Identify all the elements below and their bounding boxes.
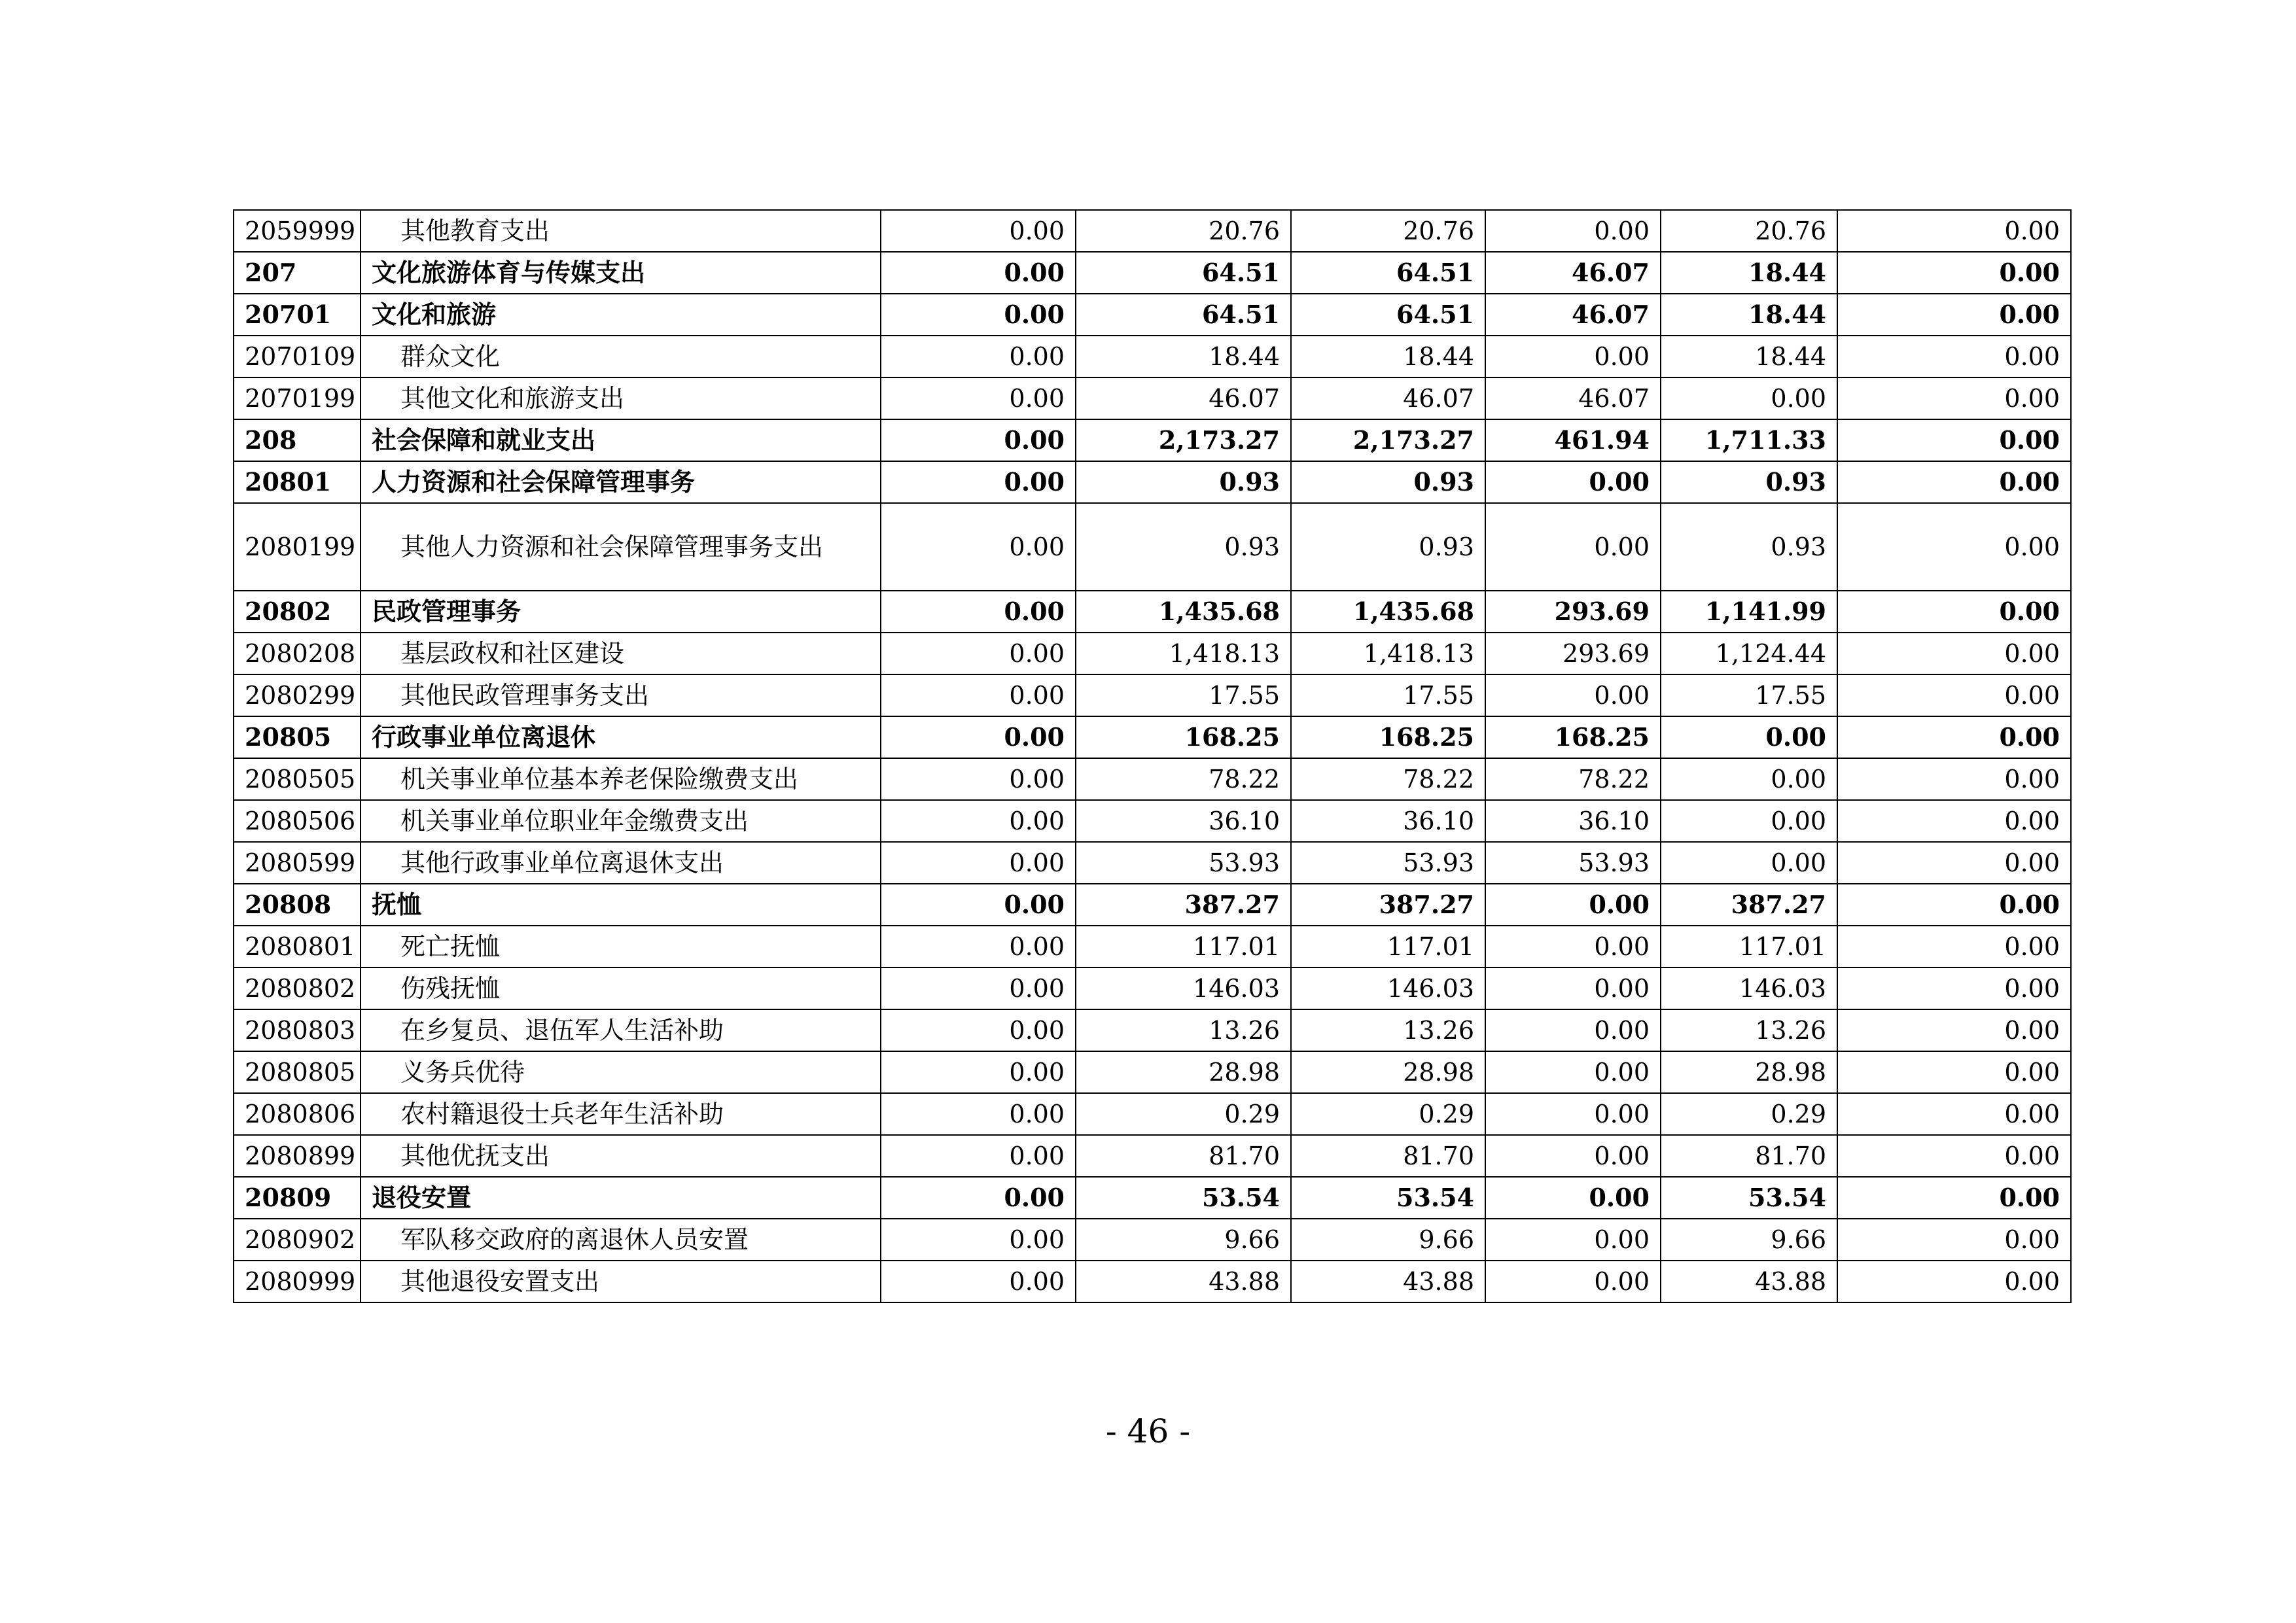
value-cell: 387.27	[1661, 884, 1837, 926]
value-cell: 0.00	[881, 1261, 1076, 1302]
table-row	[234, 591, 2071, 633]
value-cell: 146.03	[1661, 968, 1837, 1009]
value-cell: 0.93	[1076, 503, 1291, 591]
value-cell: 0.00	[1661, 377, 1837, 419]
name-cell: 其他行政事业单位离退休支出	[361, 842, 881, 884]
value-cell: 0.00	[1837, 336, 2071, 377]
value-cell: 0.00	[881, 926, 1076, 968]
value-cell: 0.00	[1485, 674, 1661, 716]
value-cell: 81.70	[1661, 1135, 1837, 1177]
value-cell: 0.00	[881, 968, 1076, 1009]
value-cell: 0.00	[1837, 1261, 2071, 1302]
value-cell: 0.00	[1837, 210, 2071, 252]
value-cell: 53.93	[1291, 842, 1485, 884]
value-cell: 20.76	[1291, 210, 1485, 252]
value-cell: 78.22	[1291, 758, 1485, 800]
value-cell: 20.76	[1076, 210, 1291, 252]
table-row	[234, 926, 2071, 968]
table-row	[234, 336, 2071, 377]
code-cell: 2080803	[234, 1009, 361, 1051]
value-cell: 46.07	[1485, 252, 1661, 294]
name-cell: 行政事业单位离退休	[361, 716, 881, 758]
value-cell: 0.00	[1485, 926, 1661, 968]
value-cell: 1,435.68	[1076, 591, 1291, 633]
name-cell: 伤残抚恤	[361, 968, 881, 1009]
value-cell: 1,435.68	[1291, 591, 1485, 633]
value-cell: 0.00	[1485, 1051, 1661, 1093]
name-cell: 其他人力资源和社会保障管理事务支出	[361, 503, 881, 591]
value-cell: 9.66	[1291, 1219, 1485, 1261]
value-cell: 0.00	[1837, 1219, 2071, 1261]
value-cell: 0.00	[1485, 503, 1661, 591]
value-cell: 18.44	[1076, 336, 1291, 377]
code-cell: 20801	[234, 461, 361, 503]
code-cell: 2080902	[234, 1219, 361, 1261]
table-row	[234, 1177, 2071, 1219]
value-cell: 0.00	[881, 377, 1076, 419]
value-cell: 53.93	[1485, 842, 1661, 884]
table-row	[234, 1219, 2071, 1261]
value-cell: 0.00	[881, 210, 1076, 252]
code-cell: 2080599	[234, 842, 361, 884]
value-cell: 64.51	[1291, 252, 1485, 294]
value-cell: 18.44	[1661, 336, 1837, 377]
value-cell: 53.54	[1076, 1177, 1291, 1219]
value-cell: 0.00	[881, 800, 1076, 842]
value-cell: 0.00	[1661, 716, 1837, 758]
value-cell: 53.54	[1291, 1177, 1485, 1219]
name-cell: 社会保障和就业支出	[361, 419, 881, 461]
code-cell: 2080208	[234, 633, 361, 674]
value-cell: 0.00	[881, 336, 1076, 377]
code-cell: 2080801	[234, 926, 361, 968]
code-cell: 2080899	[234, 1135, 361, 1177]
code-cell: 20808	[234, 884, 361, 926]
value-cell: 43.88	[1661, 1261, 1837, 1302]
table-row	[234, 1051, 2071, 1093]
code-cell: 2080299	[234, 674, 361, 716]
name-cell: 其他教育支出	[361, 210, 881, 252]
value-cell: 0.00	[1837, 1051, 2071, 1093]
table-row	[234, 674, 2071, 716]
table-row	[234, 419, 2071, 461]
code-cell: 20701	[234, 294, 361, 336]
value-cell: 0.00	[881, 716, 1076, 758]
value-cell: 0.00	[1837, 1177, 2071, 1219]
table-row	[234, 758, 2071, 800]
value-cell: 0.00	[1837, 884, 2071, 926]
value-cell: 0.00	[1837, 926, 2071, 968]
value-cell: 17.55	[1076, 674, 1291, 716]
table-row	[234, 377, 2071, 419]
value-cell: 146.03	[1291, 968, 1485, 1009]
name-cell: 文化和旅游	[361, 294, 881, 336]
code-cell: 2080506	[234, 800, 361, 842]
value-cell: 0.00	[1485, 1093, 1661, 1135]
value-cell: 0.00	[1485, 336, 1661, 377]
value-cell: 13.26	[1076, 1009, 1291, 1051]
name-cell: 其他优抚支出	[361, 1135, 881, 1177]
value-cell: 20.76	[1661, 210, 1837, 252]
value-cell: 168.25	[1291, 716, 1485, 758]
value-cell: 168.25	[1076, 716, 1291, 758]
value-cell: 36.10	[1291, 800, 1485, 842]
value-cell: 0.00	[881, 419, 1076, 461]
code-cell: 2070109	[234, 336, 361, 377]
value-cell: 53.93	[1076, 842, 1291, 884]
value-cell: 0.00	[1485, 1261, 1661, 1302]
name-cell: 其他文化和旅游支出	[361, 377, 881, 419]
value-cell: 117.01	[1291, 926, 1485, 968]
value-cell: 43.88	[1076, 1261, 1291, 1302]
table-row	[234, 842, 2071, 884]
value-cell: 0.00	[1485, 1177, 1661, 1219]
table-row	[234, 1009, 2071, 1051]
table-row	[234, 1093, 2071, 1135]
value-cell: 0.00	[1485, 968, 1661, 1009]
table-row	[234, 1135, 2071, 1177]
code-cell: 20802	[234, 591, 361, 633]
value-cell: 1,418.13	[1291, 633, 1485, 674]
name-cell: 其他民政管理事务支出	[361, 674, 881, 716]
value-cell: 0.00	[1837, 294, 2071, 336]
value-cell: 0.29	[1076, 1093, 1291, 1135]
page-number: - 46 -	[1105, 1412, 1191, 1450]
value-cell: 17.55	[1291, 674, 1485, 716]
value-cell: 0.00	[1837, 758, 2071, 800]
value-cell: 64.51	[1291, 294, 1485, 336]
value-cell: 0.93	[1291, 503, 1485, 591]
value-cell: 117.01	[1661, 926, 1837, 968]
value-cell: 0.00	[1837, 800, 2071, 842]
code-cell: 2080199	[234, 503, 361, 591]
value-cell: 293.69	[1485, 591, 1661, 633]
code-cell: 2080805	[234, 1051, 361, 1093]
value-cell: 46.07	[1076, 377, 1291, 419]
value-cell: 1,124.44	[1661, 633, 1837, 674]
value-cell: 0.00	[881, 591, 1076, 633]
value-cell: 18.44	[1661, 294, 1837, 336]
value-cell: 0.00	[1837, 377, 2071, 419]
value-cell: 0.29	[1661, 1093, 1837, 1135]
code-cell: 2080505	[234, 758, 361, 800]
table-row	[234, 968, 2071, 1009]
table-row	[234, 461, 2071, 503]
value-cell: 2,173.27	[1291, 419, 1485, 461]
value-cell: 0.93	[1661, 461, 1837, 503]
value-cell: 0.93	[1076, 461, 1291, 503]
table-row	[234, 503, 2071, 591]
value-cell: 0.00	[881, 1177, 1076, 1219]
name-cell: 义务兵优待	[361, 1051, 881, 1093]
value-cell: 0.00	[1485, 1009, 1661, 1051]
name-cell: 文化旅游体育与传媒支出	[361, 252, 881, 294]
value-cell: 0.00	[881, 1051, 1076, 1093]
value-cell: 78.22	[1485, 758, 1661, 800]
table-row	[234, 716, 2071, 758]
value-cell: 81.70	[1291, 1135, 1485, 1177]
value-cell: 0.00	[881, 252, 1076, 294]
value-cell: 0.00	[1837, 252, 2071, 294]
name-cell: 抚恤	[361, 884, 881, 926]
code-cell: 20809	[234, 1177, 361, 1219]
value-cell: 293.69	[1485, 633, 1661, 674]
name-cell: 军队移交政府的离退休人员安置	[361, 1219, 881, 1261]
code-cell: 2080806	[234, 1093, 361, 1135]
code-cell: 2080802	[234, 968, 361, 1009]
value-cell: 13.26	[1661, 1009, 1837, 1051]
value-cell: 0.00	[881, 758, 1076, 800]
value-cell: 0.00	[1485, 1135, 1661, 1177]
value-cell: 0.00	[1837, 633, 2071, 674]
value-cell: 1,711.33	[1661, 419, 1837, 461]
code-cell: 2070199	[234, 377, 361, 419]
value-cell: 2,173.27	[1076, 419, 1291, 461]
value-cell: 64.51	[1076, 252, 1291, 294]
value-cell: 28.98	[1661, 1051, 1837, 1093]
value-cell: 28.98	[1076, 1051, 1291, 1093]
code-cell: 20805	[234, 716, 361, 758]
value-cell: 46.07	[1291, 377, 1485, 419]
value-cell: 0.00	[881, 461, 1076, 503]
value-cell: 1,418.13	[1076, 633, 1291, 674]
value-cell: 28.98	[1291, 1051, 1485, 1093]
value-cell: 0.00	[1661, 800, 1837, 842]
value-cell: 0.00	[1837, 461, 2071, 503]
name-cell: 在乡复员、退伍军人生活补助	[361, 1009, 881, 1051]
value-cell: 0.00	[881, 1219, 1076, 1261]
table-row	[234, 210, 2071, 252]
value-cell: 0.93	[1291, 461, 1485, 503]
value-cell: 168.25	[1485, 716, 1661, 758]
value-cell: 117.01	[1076, 926, 1291, 968]
name-cell: 民政管理事务	[361, 591, 881, 633]
value-cell: 78.22	[1076, 758, 1291, 800]
table-row	[234, 633, 2071, 674]
value-cell: 0.93	[1661, 503, 1837, 591]
value-cell: 9.66	[1661, 1219, 1837, 1261]
value-cell: 0.00	[1837, 503, 2071, 591]
name-cell: 死亡抚恤	[361, 926, 881, 968]
value-cell: 0.00	[1485, 461, 1661, 503]
budget-table	[233, 209, 2072, 1303]
value-cell: 461.94	[1485, 419, 1661, 461]
name-cell: 农村籍退役士兵老年生活补助	[361, 1093, 881, 1135]
value-cell: 0.00	[881, 674, 1076, 716]
value-cell: 18.44	[1291, 336, 1485, 377]
value-cell: 18.44	[1661, 252, 1837, 294]
value-cell: 9.66	[1076, 1219, 1291, 1261]
value-cell: 0.00	[881, 1009, 1076, 1051]
table-row	[234, 884, 2071, 926]
value-cell: 0.00	[1485, 210, 1661, 252]
name-cell: 机关事业单位职业年金缴费支出	[361, 800, 881, 842]
value-cell: 0.00	[881, 1135, 1076, 1177]
value-cell: 0.00	[1837, 419, 2071, 461]
code-cell: 2059999	[234, 210, 361, 252]
value-cell: 0.00	[1837, 716, 2071, 758]
value-cell: 0.00	[1837, 842, 2071, 884]
value-cell: 0.00	[881, 884, 1076, 926]
table-row	[234, 1261, 2071, 1302]
value-cell: 0.29	[1291, 1093, 1485, 1135]
value-cell: 17.55	[1661, 674, 1837, 716]
value-cell: 0.00	[1837, 1093, 2071, 1135]
value-cell: 387.27	[1076, 884, 1291, 926]
code-cell: 207	[234, 252, 361, 294]
value-cell: 0.00	[1837, 968, 2071, 1009]
value-cell: 43.88	[1291, 1261, 1485, 1302]
code-cell: 2080999	[234, 1261, 361, 1302]
value-cell: 0.00	[881, 1093, 1076, 1135]
value-cell: 0.00	[881, 294, 1076, 336]
value-cell: 0.00	[881, 503, 1076, 591]
value-cell: 0.00	[1837, 674, 2071, 716]
value-cell: 0.00	[1837, 1009, 2071, 1051]
value-cell: 0.00	[1661, 758, 1837, 800]
name-cell: 其他退役安置支出	[361, 1261, 881, 1302]
table-body	[234, 210, 2071, 1302]
value-cell: 0.00	[881, 633, 1076, 674]
table-row	[234, 252, 2071, 294]
value-cell: 53.54	[1661, 1177, 1837, 1219]
value-cell: 36.10	[1076, 800, 1291, 842]
value-cell: 0.00	[881, 842, 1076, 884]
name-cell: 机关事业单位基本养老保险缴费支出	[361, 758, 881, 800]
value-cell: 64.51	[1076, 294, 1291, 336]
value-cell: 0.00	[1837, 591, 2071, 633]
value-cell: 46.07	[1485, 294, 1661, 336]
value-cell: 36.10	[1485, 800, 1661, 842]
value-cell: 0.00	[1485, 884, 1661, 926]
value-cell: 13.26	[1291, 1009, 1485, 1051]
table-row	[234, 294, 2071, 336]
name-cell: 人力资源和社会保障管理事务	[361, 461, 881, 503]
value-cell: 46.07	[1485, 377, 1661, 419]
value-cell: 146.03	[1076, 968, 1291, 1009]
name-cell: 基层政权和社区建设	[361, 633, 881, 674]
name-cell: 群众文化	[361, 336, 881, 377]
value-cell: 81.70	[1076, 1135, 1291, 1177]
value-cell: 1,141.99	[1661, 591, 1837, 633]
value-cell: 387.27	[1291, 884, 1485, 926]
value-cell: 0.00	[1485, 1219, 1661, 1261]
value-cell: 0.00	[1837, 1135, 2071, 1177]
value-cell: 0.00	[1661, 842, 1837, 884]
table-row	[234, 800, 2071, 842]
code-cell: 208	[234, 419, 361, 461]
name-cell: 退役安置	[361, 1177, 881, 1219]
